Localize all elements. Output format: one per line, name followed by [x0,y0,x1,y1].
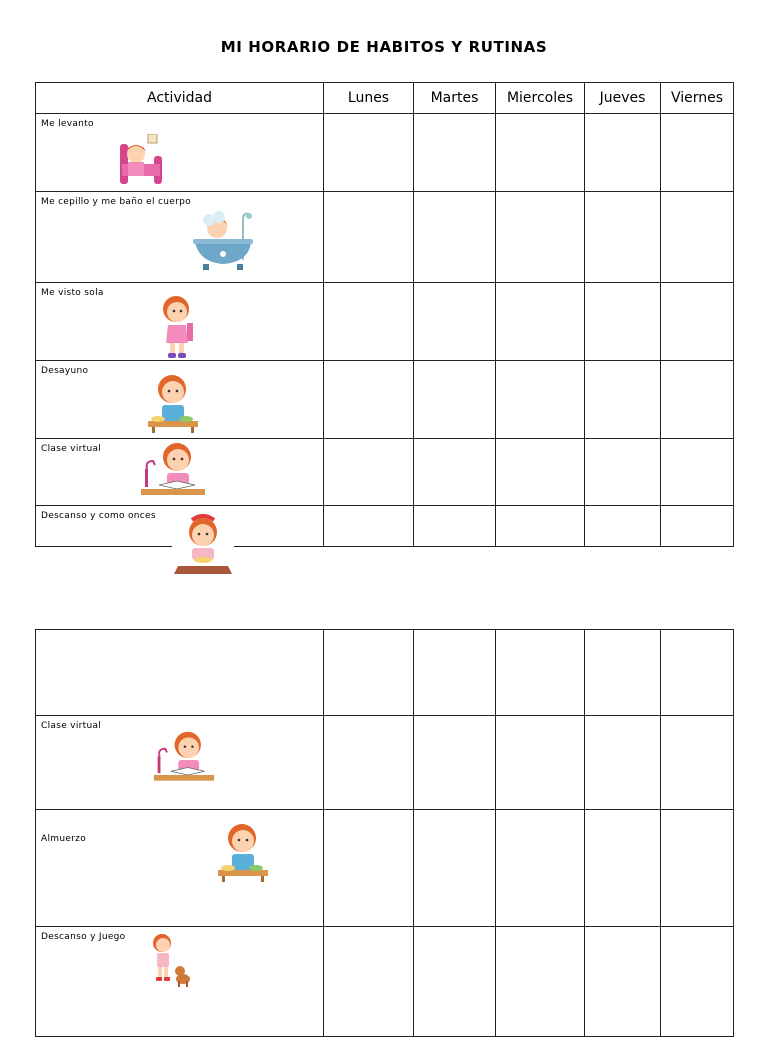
table-row [36,439,734,506]
schedule-table-1 [35,82,734,547]
day-cell[interactable] [585,361,661,439]
day-cell[interactable] [661,283,734,361]
day-cell[interactable] [496,630,585,716]
day-cell[interactable] [324,439,414,506]
activity-cell [36,716,324,810]
activity-cell [36,114,324,192]
day-cell[interactable] [414,506,496,547]
table-row [36,114,734,192]
schedule-table-2 [35,629,734,1037]
day-cell[interactable] [324,192,414,283]
day-cell[interactable] [496,716,585,810]
day-cell[interactable] [585,716,661,810]
header-lunes: Lunes [324,83,414,114]
activity-cell [36,439,324,506]
header-viernes: Viernes [661,83,734,114]
day-cell[interactable] [661,810,734,927]
activity-cell [36,361,324,439]
header-miercoles: Miercoles [496,83,585,114]
day-cell[interactable] [661,716,734,810]
girl-in-bathtub-icon [191,210,257,276]
header-actividad: Actividad [36,83,324,114]
girl-eating-snack-icon [172,514,234,583]
day-cell[interactable] [324,361,414,439]
activity-cell [36,630,324,716]
day-cell[interactable] [324,716,414,810]
table-row [36,716,734,810]
day-cell[interactable] [414,630,496,716]
day-cell[interactable] [324,630,414,716]
day-cell[interactable] [585,114,661,192]
table-row [36,927,734,1037]
girl-playing-with-dog-icon [148,933,194,989]
day-cell[interactable] [324,506,414,547]
table-row [36,192,734,283]
day-cell[interactable] [585,810,661,927]
header-martes: Martes [414,83,496,114]
activity-cell [36,810,324,927]
table-row [36,283,734,361]
day-cell[interactable] [324,114,414,192]
activity-cell [36,927,324,1037]
day-cell[interactable] [585,927,661,1037]
activity-label: Me cepillo y me baño el cuerpo [41,197,191,207]
day-cell[interactable] [414,361,496,439]
activity-label: Clase virtual [41,444,102,454]
girl-reading-book-icon [139,441,207,503]
activity-label: Me levanto [41,119,94,129]
table-header-row [36,83,734,114]
day-cell[interactable] [661,927,734,1037]
activity-cell [36,283,324,361]
day-cell[interactable] [324,283,414,361]
day-cell[interactable] [661,114,734,192]
activity-label: Almuerzo [41,834,86,844]
day-cell[interactable] [496,361,585,439]
day-cell[interactable] [585,439,661,506]
day-cell[interactable] [496,927,585,1037]
day-cell[interactable] [585,630,661,716]
day-cell[interactable] [414,439,496,506]
day-cell[interactable] [414,114,496,192]
day-cell[interactable] [661,630,734,716]
girl-eating-breakfast-icon [144,373,202,435]
day-cell[interactable] [661,506,734,547]
activity-label: Descanso y Juego [41,932,126,942]
day-cell[interactable] [414,810,496,927]
activity-cell [36,192,324,283]
activity-label: Descanso y como onces [41,511,156,521]
activity-label: Clase virtual [41,721,102,731]
table-row [36,810,734,927]
day-cell[interactable] [585,283,661,361]
girl-reading-book-icon [152,728,216,790]
day-cell[interactable] [585,192,661,283]
day-cell[interactable] [324,927,414,1037]
activity-label: Desayuno [41,366,89,376]
day-cell[interactable] [661,192,734,283]
day-cell[interactable] [661,361,734,439]
day-cell[interactable] [496,506,585,547]
day-cell[interactable] [414,192,496,283]
day-cell[interactable] [661,439,734,506]
page-title: MI HORARIO DE HABITOS Y RUTINAS [220,38,548,56]
table-row [36,506,734,547]
day-cell[interactable] [496,439,585,506]
table-row [36,361,734,439]
day-cell[interactable] [496,192,585,283]
girl-eating-lunch-icon [214,820,272,886]
day-cell[interactable] [496,283,585,361]
header-jueves: Jueves [585,83,661,114]
day-cell[interactable] [324,810,414,927]
table-row [36,630,734,716]
girl-getting-dressed-icon [154,293,206,361]
girl-waking-up-in-bed-icon [114,134,168,186]
day-cell[interactable] [496,114,585,192]
day-cell[interactable] [414,927,496,1037]
day-cell[interactable] [414,283,496,361]
day-cell[interactable] [414,716,496,810]
activity-label: Me visto sola [41,288,104,298]
day-cell[interactable] [496,810,585,927]
day-cell[interactable] [585,506,661,547]
